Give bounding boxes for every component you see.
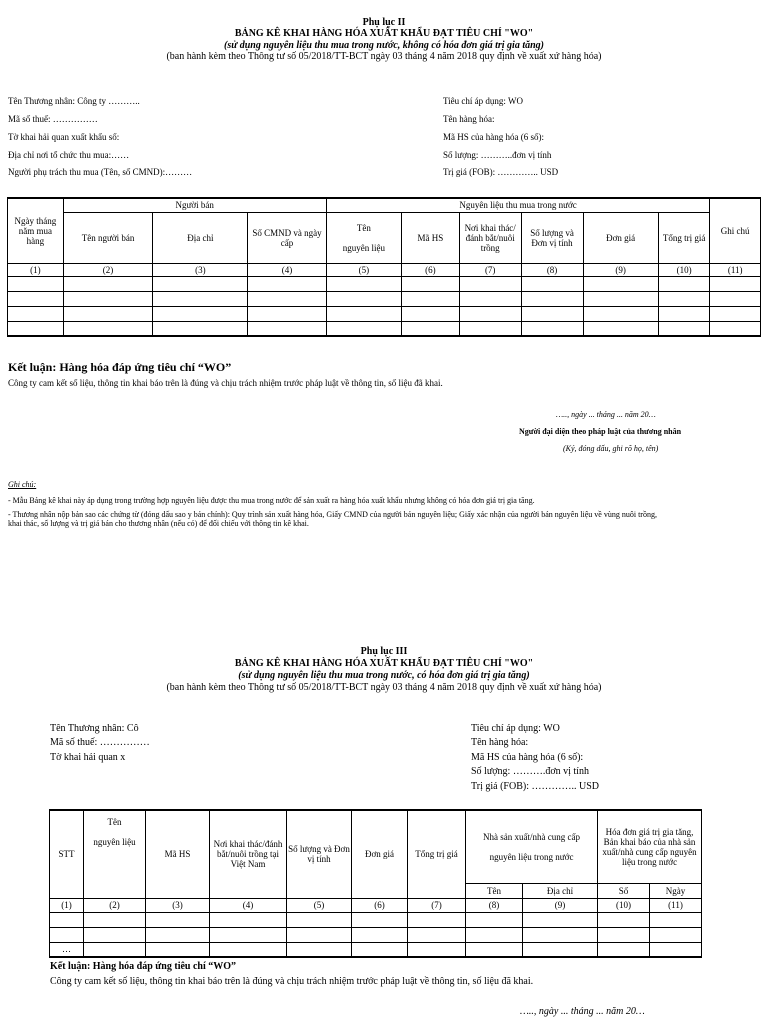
col-number: (3) [146,898,210,912]
appendix3-title: Phụ lục III [360,646,408,657]
header-supplier-name: Tên [466,883,523,898]
col-number: (11) [650,898,702,912]
ellipsis-cell: … [50,942,84,957]
date-line: ….., ngày ... tháng ... năm 20… [556,410,656,419]
header-group-supplier: Nhà sản xuất/nhà cung cấp nguyên liệu trong nước [466,810,598,883]
table-row [8,276,761,291]
column-number-row [8,263,761,276]
quantity-field: Số lượng: ……….đơn vị tính [471,766,589,777]
purchase-address-field: Địa chỉ nơi tổ chức thu mua:…… [8,150,130,160]
column-number-row [50,898,702,912]
signer-note: (Ký, đóng dấu, ghi rõ họ, tên) [563,444,659,453]
col-number: (7) [408,898,466,912]
col-number: (4) [248,263,326,276]
fob-value-field: Trị giá (FOB): ………….. USD [471,781,599,792]
header-origin-place: Nơi khai thác/đánh bắt/nuôi trồng tại Việt Nam [210,810,287,898]
header-total-value: Tổng trị giá [408,810,466,898]
merchant-name-field: Tên Thương nhân: Công ty ……….. [8,96,140,106]
header-material-name: Tên nguyên liệu [84,810,146,898]
col-number: (3) [153,263,248,276]
header-address: Địa chỉ [153,212,248,263]
header-origin-place: Nơi khai thác/đánh bắt/nuôi trồng [459,212,521,263]
table-row [8,306,761,321]
purchase-manager-field: Người phụ trách thu mua (Tên, số CMND):……… [8,167,193,177]
table-row [8,321,761,336]
customs-declaration-field: Tờ khai hải quan x [50,752,126,763]
table-row [50,942,702,957]
header-material-name: Tên nguyên liệu [326,212,401,263]
appendix3-conclusion-text: Công ty cam kết số liệu, thông tin khai báo trên là đúng và chịu trách nhiệm trước pháp luật về thông tin, số liệu đã khai. [50,976,534,987]
fob-value-field: Trị giá (FOB): ………….. USD [443,167,559,177]
header-notes: Ghi chú [710,198,761,263]
appendix2-title: Phụ lục II [362,17,406,28]
header-stt: STT [50,810,84,898]
criteria-field: Tiêu chí áp dụng: WO [443,96,523,106]
table-row [50,927,702,942]
note-item: - Thương nhân nộp bản sao các chứng từ (đóng dấu sao y bản chính): Quy trình sản xuất hàng hóa, Giấy CMND của người bán nguyên liệu; Giấy xác nhận của người bán nguyên liệu về vùng nuôi trồng, khai thác, số lượng và trị giá bán cho thương nhân (nếu có) để đối chiếu với thông tin kê khai. [8,510,657,528]
col-number: (6) [402,263,460,276]
col-number: (5) [287,898,352,912]
col-number: (10) [598,898,650,912]
note-item: - Mẫu Bảng kê khai này áp dụng trong trường hợp nguyên liệu được thu mua trong nước để sản xuất ra hàng hóa xuất khẩu nhưng không có hóa đơn giá trị gia tăng. [8,496,535,505]
header-supplier-address: Địa chỉ [523,883,598,898]
table-row [50,912,702,927]
col-number: (8) [466,898,523,912]
col-number: (9) [583,263,658,276]
col-number: (9) [523,898,598,912]
col-number: (2) [63,263,153,276]
appendix3-heading: BẢNG KÊ KHAI HÀNG HÓA XUẤT KHẨU ĐẠT TIÊU CHÍ "WO" [234,658,534,669]
header-hs-code: Mã HS [402,212,460,263]
customs-declaration-field: Tờ khai hải quan xuất khẩu số: [8,132,120,142]
goods-name-field: Tên hàng hóa: [471,737,529,748]
col-number: (2) [84,898,146,912]
col-number: (11) [710,263,761,276]
header-unit-price: Đơn giá [352,810,408,898]
header-seller-name: Tên người bán [63,212,153,263]
col-number: (6) [352,898,408,912]
tax-code-field: Mã số thuế: …………… [8,114,98,124]
goods-name-field: Tên hàng hóa: [443,114,495,124]
header-group-invoice: Hóa đơn giá trị gia tăng, Bản khai báo của nhà sản xuất/nhà cung cấp nguyên liệu trong nước [598,810,702,883]
quantity-field: Số lượng: ………..đơn vị tính [443,150,552,160]
header-group-seller: Người bán [63,198,326,212]
appendix3-table [49,809,702,958]
appendix3-issuance-note: (ban hành kèm theo Thông tư số 05/2018/TT-BCT ngày 03 tháng 4 năm 2018 quy định về xuất xứ hàng hóa) [166,682,602,693]
appendix2-table [7,197,761,337]
col-number: (1) [8,263,64,276]
col-number: (4) [210,898,287,912]
appendix2-issuance-note: (ban hành kèm theo Thông tư số 05/2018/TT-BCT ngày 03 tháng 4 năm 2018 quy định về xuất xứ hàng hóa) [166,51,602,62]
header-id-card: Số CMND và ngày cấp [248,212,326,263]
signer-title: Người đại diện theo pháp luật của thương nhân [519,427,682,436]
col-number: (8) [521,263,583,276]
header-invoice-date: Ngày [650,883,702,898]
header-purchase-date: Ngày tháng năm mua hàng [8,198,64,263]
appendix2-heading: BẢNG KÊ KHAI HÀNG HÓA XUẤT KHẨU ĐẠT TIÊU CHÍ "WO" [234,28,534,39]
criteria-field: Tiêu chí áp dụng: WO [471,723,560,734]
date-line: ….., ngày ... tháng ... năm 20… [520,1006,645,1017]
notes-title: Ghi chú: [8,480,37,489]
header-quantity: Số lượng và Đơn vị tính [287,810,352,898]
hs-code-field: Mã HS của hàng hóa (6 số): [471,752,584,763]
header-unit-price: Đơn giá [583,212,658,263]
appendix2-subheading: (sử dụng nguyên liệu thu mua trong nước, không có hóa đơn giá trị gia tăng) [223,40,544,51]
appendix3-subheading: (sử dụng nguyên liệu thu mua trong nước, có hóa đơn giá trị gia tăng) [238,670,530,681]
col-number: (5) [326,263,401,276]
col-number: (1) [50,898,84,912]
header-total-value: Tổng trị giá [658,212,710,263]
col-number: (10) [658,263,710,276]
header-group-material: Nguyên liệu thu mua trong nước [326,198,710,212]
appendix3-conclusion-title: Kết luận: Hàng hóa đáp ứng tiêu chí “WO” [50,961,237,972]
tax-code-field: Mã số thuế: …………… [50,737,150,748]
merchant-name-field: Tên Thương nhân: Cô [50,723,139,734]
table-row [8,291,761,306]
header-invoice-number: Số [598,883,650,898]
appendix2-conclusion-title: Kết luận: Hàng hóa đáp ứng tiêu chí “WO” [8,360,232,374]
hs-code-field: Mã HS của hàng hóa (6 số): [443,132,544,142]
appendix2-conclusion-text: Công ty cam kết số liệu, thông tin khai báo trên là đúng và chịu trách nhiệm trước pháp luật về thông tin, số liệu đã khai. [8,378,443,388]
col-number: (7) [459,263,521,276]
header-quantity: Số lượng và Đơn vị tính [521,212,583,263]
header-hs-code: Mã HS [146,810,210,898]
